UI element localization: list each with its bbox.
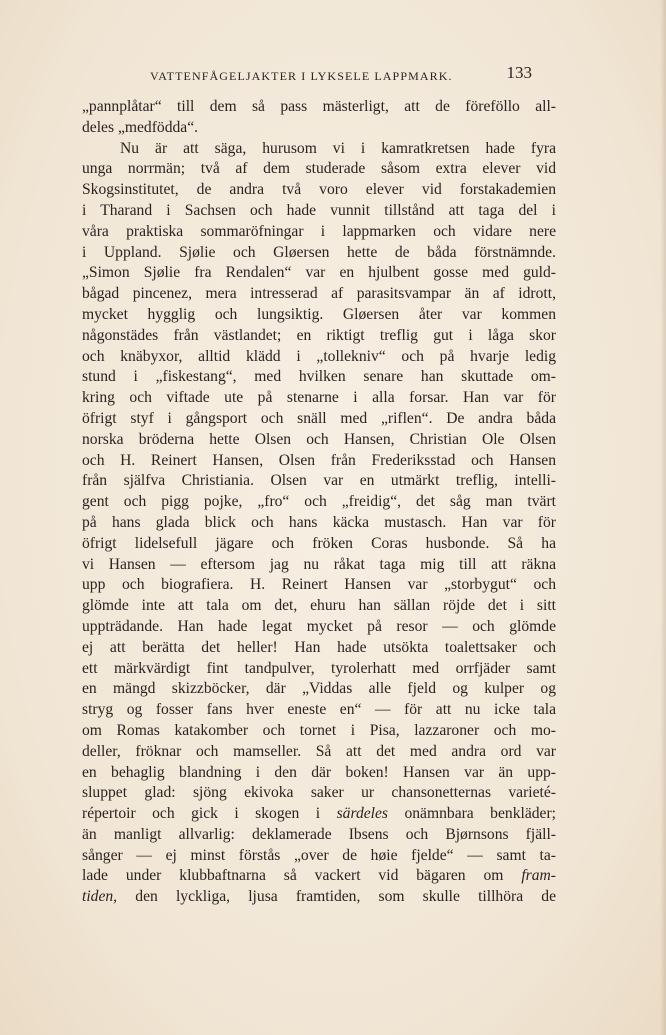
text-line: stund i „fiskestang“, med hvilken senare han skuttade om- — [82, 368, 556, 386]
text-line: på hans glada blick och hans käcka mustasch. Han var för — [82, 513, 556, 531]
text-line: i Tharand i Sachsen och hade vunnit tillstånd att taga del i — [82, 201, 556, 219]
text-line: uppträdande. Han hade legat mycket på resor — och glömde — [82, 617, 556, 635]
text-line: om Romas katakomber och tornet i Pisa, lazzaroner och mo- — [82, 721, 556, 739]
text-line: „Simon Sjølie fra Rendalen“ var en hjulbent gosse med guld- — [82, 264, 556, 282]
text-line — [82, 887, 556, 908]
text-segment: répertoir och gick i skogen i — [82, 805, 321, 823]
text-line: ej att berätta det heller! Han hade utsökta toalettsaker och — [82, 638, 556, 656]
text-line: unga norrmän; två af dem studerade såsom extra elever vid — [82, 160, 556, 178]
text-line: än manligt allvarlig: deklamerade Ibsens och Bjørnsons fjäll- — [82, 825, 556, 843]
text-line: en behaglig blandning i den där boken! Hansen var än upp- — [82, 763, 556, 781]
text-line: och knäbyxor, alltid klädd i „tollekniv“ och på hvarje ledig — [82, 347, 556, 365]
text-line: kring och viftade ute på stenarne i alla forsar. Han var för — [82, 389, 556, 407]
text-line: öfrigt styf i gångsport och snäll med „riflen“. De andra båda — [82, 409, 556, 427]
text-line: deller, fröknar och mamseller. Så att det med andra ord var — [82, 742, 556, 760]
text-line — [82, 866, 556, 887]
text-line: sluppet glad: sjöng ekivoka saker ur chansonetternas varieté- — [82, 784, 556, 802]
text-line: våra praktiska sommaröfningar i lappmarken och vidare nere — [82, 222, 556, 240]
text-line: någonstädes från västlandet; en riktigt treflig gut i låga skor — [82, 326, 556, 344]
text-line: bågad pincenez, mera intresserad af parasitsvampar än af idrott, — [82, 285, 556, 303]
text-line: upp och biografiera. H. Reinert Hansen var „storbygut“ och — [82, 576, 556, 594]
text-segment: onämnbara benkläder; — [404, 805, 556, 823]
text-line: glömde inte att tala om det, ehuru han sällan röjde det i sitt — [82, 597, 556, 615]
text-line: från själfva Christiania. Olsen var en utmärkt treflig, intelli- — [82, 472, 556, 490]
text-line: ett märkvärdigt fint tandpulver, tyrolerhatt med orrfjäder samt — [82, 659, 556, 677]
text-line: stryg og fosser fans hver eneste en“ — för att nu icke tala — [82, 701, 556, 719]
text-line: mycket hygglig och lungsiktig. Gløersen åter var kommen — [82, 305, 556, 323]
page-header — [150, 63, 532, 87]
text-line: vi Hansen — eftersom jag nu råkat taga mig till att räkna — [82, 555, 556, 573]
text-segment: lade under klubbaftnarna så vackert vid bägaren om — [82, 867, 504, 885]
text-line: i Uppland. Sjølie och Gløersen hette de båda förstnämnde. — [82, 243, 556, 261]
body-text — [82, 97, 556, 908]
italic-word: fram- — [521, 867, 556, 885]
running-head: VATTENFÅGELJAKTER I LYKSELE LAPPMARK. — [150, 69, 453, 83]
text-line: gent och pigg pojke, „fro“ och „freidig“, det såg man tvärt — [82, 493, 556, 511]
text-line: Skogsinstitutet, de andra två voro elever vid forstakademien — [82, 181, 556, 199]
text-line: en mängd skizzböcker, där „Viddas alle fjeld og kulper og — [82, 680, 556, 698]
text-line: öfrigt lidelsefull jägare och fröken Coras husbonde. Så ha — [82, 534, 556, 552]
page-number: 133 — [506, 63, 532, 82]
text-segment: den lyckliga, ljusa framtiden, som skulle tillhöra de — [135, 888, 556, 906]
text-line: Nu är att säga, hurusom vi i kamratkretsen hade fyra — [120, 139, 556, 157]
text-line: sånger — ej minst förstås „over de høie fjelde“ — samt ta- — [82, 846, 556, 864]
text-line — [82, 804, 556, 825]
italic-word: tiden, — [82, 888, 118, 906]
italic-word: särdeles — [336, 805, 388, 823]
text-line: och H. Reinert Hansen, Olsen från Frederiksstad och Hansen — [82, 451, 556, 469]
text-line: deles „medfödda“. — [82, 118, 199, 136]
text-line: norska bröderna hette Olsen och Hansen, Christian Ole Olsen — [82, 430, 556, 448]
text-line: „pannplåtar“ till dem så pass mästerligt, att de föreföllo all- — [82, 98, 556, 115]
page-edge-shadow — [660, 0, 666, 1035]
